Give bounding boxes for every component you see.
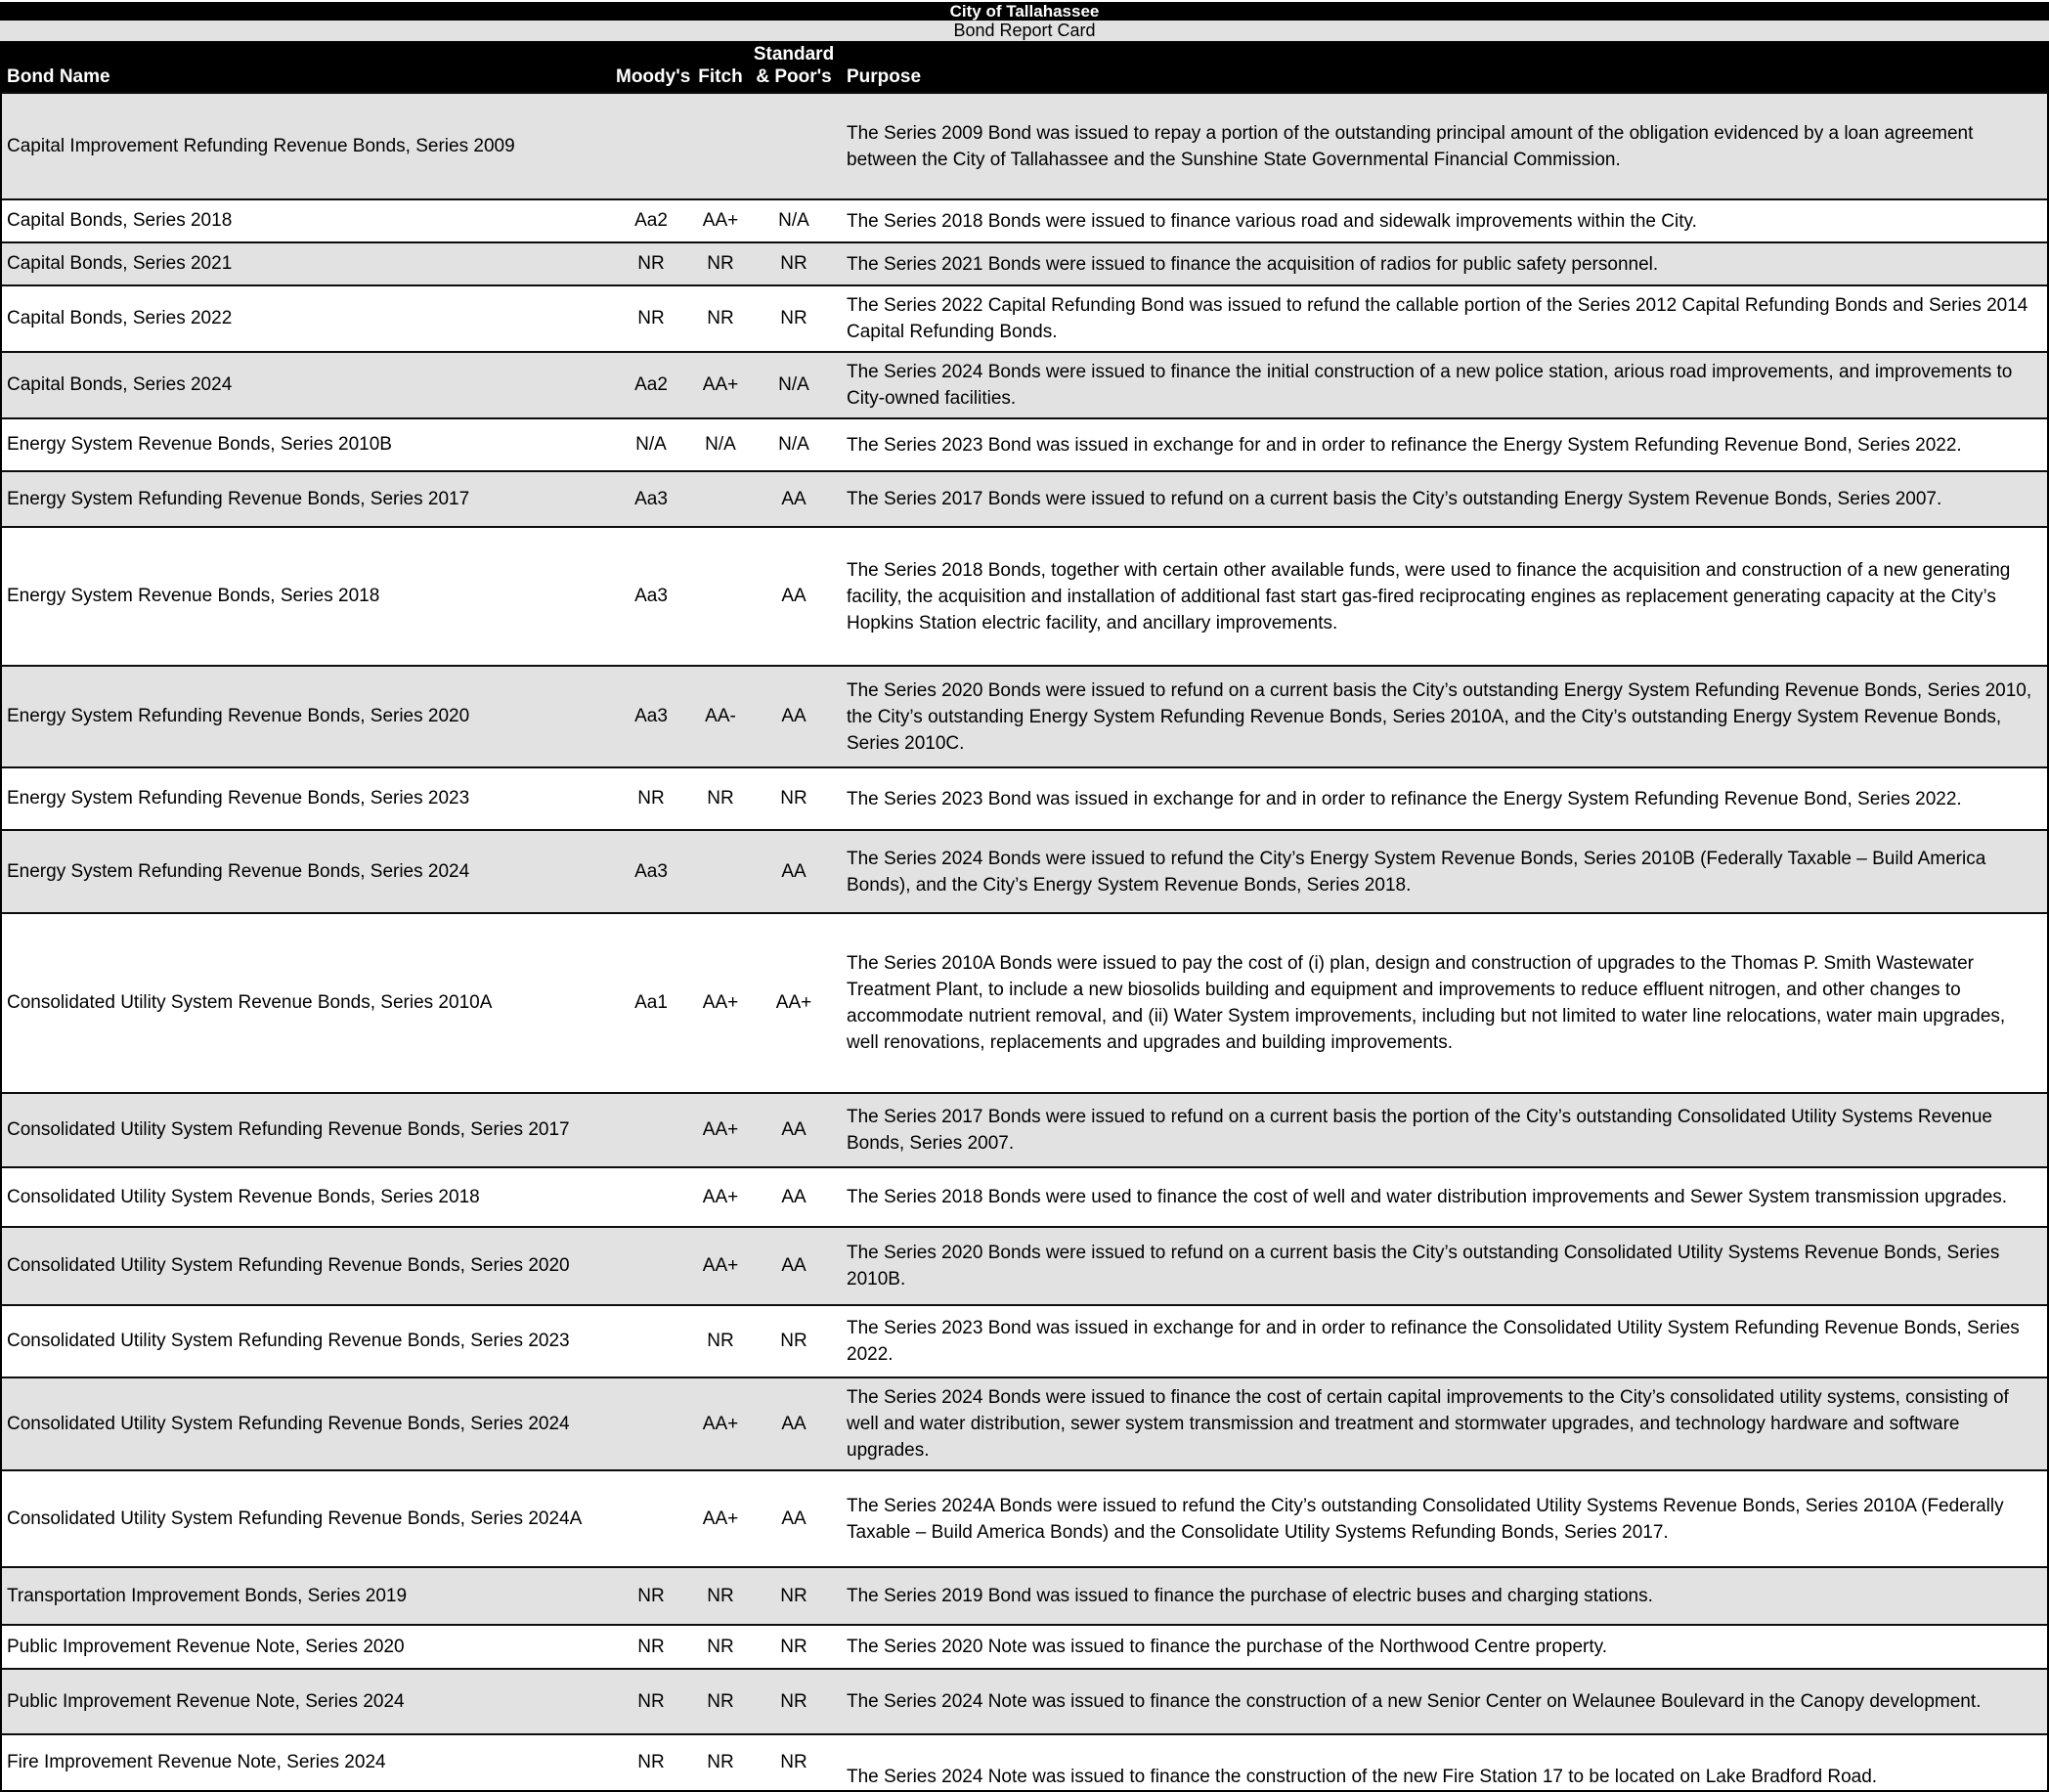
bond-name-cell: Consolidated Utility System Refunding Revenue Bonds, Series 2023 (7, 1331, 570, 1351)
sp-rating-cell: NR (780, 788, 807, 809)
table-row (2, 1733, 2047, 1790)
sp-rating-cell: N/A (778, 434, 809, 455)
bond-name-cell: Consolidated Utility System Revenue Bonds, Series 2018 (7, 1186, 480, 1207)
column-header-fitch: Fitch (698, 66, 743, 87)
sp-rating-cell: AA (781, 1508, 807, 1529)
moodys-rating-cell: NR (637, 1585, 665, 1606)
sp-rating-cell: AA (781, 1119, 807, 1140)
table-row (2, 92, 2047, 198)
bond-name-cell: Energy System Refunding Revenue Bonds, Series 2023 (7, 788, 470, 809)
purpose-cell: The Series 2010A Bonds were issued to pay the cost of (i) plan, design and construction of upgrades to the Thomas P. Smith Wastewater Treatment Plant, to include a new biosolids building and equipment and improvements to reduce effluent nitrogen, and other changes to accommodate nutrient removal, and (ii) Water System improvements, including but not limited to water line relocations, water main upgrades, well renovations, replacements and upgrades and building improvements. (847, 953, 2006, 1053)
bond-name-cell: Transportation Improvement Bonds, Series 2019 (7, 1585, 408, 1606)
fitch-rating-cell: AA+ (702, 1508, 739, 1529)
table-row (2, 912, 2047, 1092)
bond-table-body (2, 92, 2047, 1790)
purpose-cell: The Series 2024 Bonds were issued to refund the City’s Energy System Revenue Bonds, Series 2010B (Federally Taxable – Build America Bonds), and the City’s Energy System Revenue Bonds, Series 2018. (847, 848, 1986, 896)
sp-rating-cell: NR (780, 1690, 807, 1712)
bond-name-cell: Public Improvement Revenue Note, Series 2024 (7, 1690, 405, 1712)
bond-name-cell: Consolidated Utility System Refunding Revenue Bonds, Series 2024A (7, 1508, 583, 1529)
moodys-rating-cell: Aa2 (634, 210, 668, 231)
bond-name-cell: Capital Bonds, Series 2022 (7, 308, 233, 328)
purpose-cell: The Series 2023 Bond was issued in exchange for and in order to refinance the Consolidated Utility System Refunding Revenue Bonds, Series 2022. (847, 1318, 2020, 1365)
bond-name-cell: Capital Bonds, Series 2018 (7, 210, 233, 231)
moodys-rating-cell: Aa3 (634, 488, 668, 509)
table-row (2, 1668, 2047, 1733)
fitch-rating-cell: NR (707, 1585, 734, 1606)
sp-rating-cell: AA (781, 1186, 807, 1207)
fitch-rating-cell: AA+ (702, 1413, 739, 1434)
sp-rating-cell: NR (780, 253, 807, 274)
sp-rating-cell: AA (781, 1255, 807, 1276)
table-row (2, 1226, 2047, 1304)
column-header-standard-poors (755, 43, 833, 88)
table-row (2, 1304, 2047, 1377)
fitch-rating-cell: NR (707, 253, 734, 274)
purpose-cell: The Series 2023 Bond was issued in exchange for and in order to refinance the Energy System Refunding Revenue Bond, Series 2022. (847, 434, 1962, 456)
table-row (2, 1469, 2047, 1566)
fitch-rating-cell: NR (707, 1331, 734, 1351)
bond-name-cell: Energy System Refunding Revenue Bonds, Series 2024 (7, 860, 470, 882)
column-header-purpose: Purpose (847, 66, 922, 87)
moodys-rating-cell: NR (637, 1752, 665, 1772)
fitch-rating-cell: NR (707, 1636, 734, 1657)
moodys-rating-cell: NR (637, 1636, 665, 1657)
fitch-rating-cell: AA+ (702, 992, 739, 1013)
table-header-row (2, 41, 2047, 92)
sp-rating-cell: AA (781, 488, 807, 509)
moodys-rating-cell: Aa1 (634, 992, 668, 1013)
purpose-cell: The Series 2024 Note was issued to finance the construction of a new Senior Center on Welaunee Boulevard in the Canopy development. (847, 1691, 1982, 1712)
purpose-cell: The Series 2024 Note was issued to finance the construction of the new Fire Station 17 to be located on Lake Bradford Road. (847, 1767, 1878, 1787)
fitch-rating-cell: AA- (705, 706, 736, 726)
bond-table (0, 41, 2049, 1792)
bond-name-cell: Consolidated Utility System Refunding Revenue Bonds, Series 2017 (7, 1119, 570, 1140)
moodys-rating-cell: Aa3 (634, 860, 668, 882)
sp-rating-cell: N/A (778, 374, 809, 395)
purpose-cell: The Series 2018 Bonds were issued to finance various road and sidewalk improvements within the City. (847, 210, 1697, 232)
sp-rating-cell: AA (781, 586, 807, 606)
purpose-cell: The Series 2020 Bonds were issued to refund on a current basis the City’s outstanding Energy System Refunding Revenue Bonds, Series 2010, the City’s outstanding Energy System Refunding Revenue Bonds, Series 2010A, and the City’s outstanding Energy System Revenue Bonds, Series 2010C. (847, 679, 2032, 754)
purpose-cell: The Series 2021 Bonds were issued to finance the acquisition of radios for public safety personnel. (847, 253, 1659, 275)
sp-rating-cell: NR (780, 1636, 807, 1657)
table-row (2, 665, 2047, 766)
purpose-cell: The Series 2022 Capital Refunding Bond was issued to refund the callable portion of the Series 2012 Capital Refunding Bonds and Series 2014 Capital Refunding Bonds. (847, 295, 2028, 342)
table-row (2, 1624, 2047, 1668)
moodys-rating-cell: NR (637, 1690, 665, 1712)
sp-rating-cell: NR (780, 308, 807, 328)
table-row (2, 526, 2047, 665)
purpose-cell: The Series 2017 Bonds were issued to refund on a current basis the portion of the City’s outstanding Consolidated Utility Systems Revenue Bonds, Series 2007. (847, 1107, 1992, 1154)
purpose-cell: The Series 2018 Bonds, together with certain other available funds, were used to finance the acquisition and construction of a new generating facility, the acquisition and installation of additional fast start gas-fired reciprocating engines as replacement generating capacity at the City’s Hopkins Station electric facility, and ancillary improvements. (847, 559, 2011, 634)
table-row (2, 1092, 2047, 1166)
table-row (2, 1166, 2047, 1226)
purpose-cell: The Series 2020 Bonds were issued to refund on a current basis the City’s outstanding Consolidated Utility Systems Revenue Bonds, Series 2010B. (847, 1243, 2000, 1289)
purpose-cell: The Series 2024 Bonds were issued to finance the initial construction of a new police station, arious road improvements, and improvements to City-owned facilities. (847, 362, 2013, 409)
fitch-rating-cell: NR (707, 788, 734, 809)
moodys-rating-cell: NR (637, 253, 665, 274)
table-row (2, 470, 2047, 526)
column-header-bond-name: Bond Name (7, 66, 110, 87)
fitch-rating-cell: NR (707, 1752, 734, 1772)
purpose-cell: The Series 2017 Bonds were issued to refund on a current basis the City’s outstanding Energy System Revenue Bonds, Series 2007. (847, 489, 1942, 509)
fitch-rating-cell: AA+ (702, 374, 739, 395)
moodys-rating-cell: NR (637, 788, 665, 809)
table-row (2, 1566, 2047, 1624)
purpose-cell: The Series 2020 Note was issued to finance the purchase of the Northwood Centre property. (847, 1637, 1608, 1657)
fitch-rating-cell: AA+ (702, 210, 739, 231)
fitch-rating-cell: NR (707, 308, 734, 328)
bond-name-cell: Capital Improvement Refunding Revenue Bonds, Series 2009 (7, 135, 515, 156)
bond-name-cell: Consolidated Utility System Refunding Revenue Bonds, Series 2020 (7, 1255, 570, 1276)
sp-rating-cell: AA (781, 860, 807, 882)
bond-name-cell: Capital Bonds, Series 2024 (7, 374, 233, 395)
sp-rating-cell: N/A (778, 210, 809, 231)
table-row (2, 829, 2047, 912)
bond-name-cell: Energy System Revenue Bonds, Series 2010B (7, 434, 392, 455)
moodys-rating-cell: N/A (635, 434, 667, 455)
sp-rating-cell: AA (781, 706, 807, 726)
moodys-rating-cell: Aa3 (634, 586, 668, 606)
table-row (2, 284, 2047, 351)
bond-name-cell: Capital Bonds, Series 2021 (7, 253, 233, 274)
standard-poors-line1: Standard (753, 44, 835, 65)
fitch-rating-cell: N/A (705, 434, 736, 455)
fitch-rating-cell: NR (707, 1690, 734, 1712)
report-subtitle: Bond Report Card (0, 21, 2049, 41)
moodys-rating-cell: Aa2 (634, 374, 668, 395)
table-row (2, 1377, 2047, 1469)
purpose-cell: The Series 2024 Bonds were issued to finance the cost of certain capital improvements to the City’s consolidated utility systems, consisting of well and water distribution, sewer system transmission and treatment and stormwater upgrades, and technology hardware and software upgrades. (847, 1387, 2009, 1461)
table-row (2, 198, 2047, 241)
moodys-rating-cell: NR (637, 308, 665, 328)
sp-rating-cell: AA+ (775, 992, 812, 1013)
table-row (2, 417, 2047, 470)
purpose-cell: The Series 2024A Bonds were issued to refund the City’s outstanding Consolidated Utility Systems Revenue Bonds, Series 2010A (Federally Taxable – Build America Bonds) and the Consolidate Utility Systems Refunding Bonds, Series 2017. (847, 1495, 2004, 1543)
standard-poors-line2: & Poor's (756, 66, 832, 87)
table-row (2, 351, 2047, 417)
purpose-cell: The Series 2018 Bonds were used to finance the cost of well and water distribution improvements and Sewer System transmission upgrades. (847, 1187, 2008, 1207)
bond-name-cell: Energy System Refunding Revenue Bonds, Series 2020 (7, 706, 470, 726)
moodys-rating-cell: Aa3 (634, 706, 668, 726)
sp-rating-cell: NR (780, 1331, 807, 1351)
bond-name-cell: Fire Improvement Revenue Note, Series 2024 (7, 1752, 386, 1772)
purpose-cell: The Series 2019 Bond was issued to finance the purchase of electric buses and charging stations. (847, 1586, 1653, 1606)
bond-name-cell: Public Improvement Revenue Note, Series 2020 (7, 1636, 405, 1657)
bond-name-cell: Energy System Refunding Revenue Bonds, Series 2017 (7, 488, 470, 509)
purpose-cell: The Series 2023 Bond was issued in exchange for and in order to refinance the Energy System Refunding Revenue Bond, Series 2022. (847, 788, 1962, 809)
bond-name-cell: Consolidated Utility System Revenue Bonds, Series 2010A (7, 992, 493, 1013)
sp-rating-cell: NR (780, 1752, 807, 1772)
table-row (2, 766, 2047, 829)
fitch-rating-cell: AA+ (702, 1186, 739, 1207)
sp-rating-cell: AA (781, 1413, 807, 1434)
bond-name-cell: Consolidated Utility System Refunding Revenue Bonds, Series 2024 (7, 1413, 570, 1434)
sp-rating-cell: NR (780, 1585, 807, 1606)
table-row (2, 241, 2047, 284)
column-header-moodys: Moody's (616, 66, 691, 87)
fitch-rating-cell: AA+ (702, 1255, 739, 1276)
purpose-cell: The Series 2009 Bond was issued to repay a portion of the outstanding principal amount of the obligation evidenced by a loan agreement between the City of Tallahassee and the Sunshine State Governmental Financial Commission. (847, 122, 1974, 170)
report-title: City of Tallahassee (0, 2, 2049, 21)
bond-name-cell: Energy System Revenue Bonds, Series 2018 (7, 586, 380, 606)
fitch-rating-cell: AA+ (702, 1119, 739, 1140)
